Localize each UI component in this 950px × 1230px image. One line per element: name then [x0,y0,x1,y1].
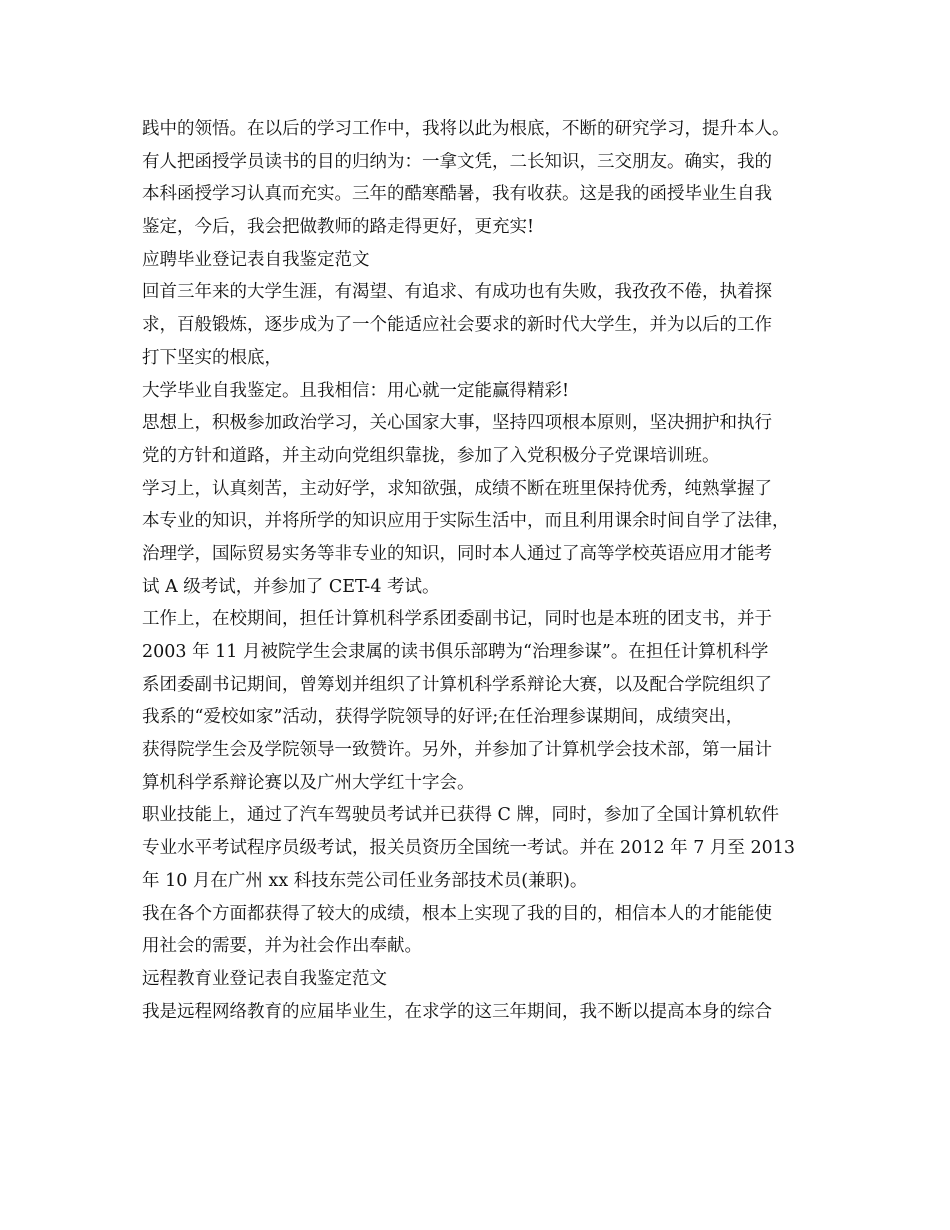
text-line: 我在各个方面都获得了较大的成绩，根本上实现了我的目的，相信本人的才能能使 [142,903,772,924]
text-line: 本科函授学习认真而充实。三年的酷寒酷暑，我有收获。这是我的函授毕业生自我 [142,184,772,205]
text-line: 专业水平考试程序员级考试，报关员资历全国统一考试。并在 2012 年 7 月至 2013 [142,838,796,859]
text-line: 本专业的知识，并将所学的知识应用于实际生活中，而且利用课余时间自学了法律， [142,511,790,532]
text-line: 我系的“爱校如家”活动，获得学院领导的好评;在任治理参谋期间，成绩突出， [142,707,744,728]
text-line: 系团委副书记期间，曾筹划并组织了计算机科学系辩论大赛，以及配合学院组织了 [142,674,772,695]
text-line: 践中的领悟。在以后的学习工作中，我将以此为根底，不断的研究学习，提升本人。 [142,119,790,139]
document-body [142,113,842,1028]
text-line: 学习上，认真刻苦，主动好学，求知欲强，成绩不断在班里保持优秀，纯熟掌握了 [142,478,772,499]
text-line: 求，百般锻炼，逐步成为了一个能适应社会要求的新时代大学生，并为以后的工作 [142,315,772,336]
text-line: 治理学，国际贸易实务等非专业的知识，同时本人通过了高等学校英语应用才能考 [142,543,772,564]
text-line: 党的方针和道路，并主动向党组织靠拢，参加了入党积极分子党课培训班。 [142,445,720,466]
text-line: 获得院学生会及学院领导一致赞许。另外，并参加了计算机学会技术部，第一届计 [142,740,772,761]
text-line: 我是远程网络教育的应届毕业生，在求学的这三年期间，我不断以提高本身的综合 [142,1001,772,1022]
text-line: 大学毕业自我鉴定。且我相信：用心就一定能赢得精彩! [142,380,570,401]
text-line: 回首三年来的大学生涯，有渴望、有追求、有成功也有失败，我孜孜不倦，执着探 [142,282,772,303]
text-line: 工作上，在校期间，担任计算机科学系团委副书记，同时也是本班的团支书，并于 [142,609,772,630]
text-line: 鉴定，今后，我会把做教师的路走得更好，更充实! [142,217,535,238]
text-line: 职业技能上，通过了汽车驾驶员考试并已获得 C 牌，同时，参加了全国计算机软件 [142,805,780,826]
text-line: 算机科学系辩论赛以及广州大学红十字会。 [142,772,475,793]
text-line: 用社会的需要，并为社会作出奉献。 [142,936,422,957]
text-line: 思想上，积极参加政治学习，关心国家大事，坚持四项根本原则，坚决拥护和执行 [142,413,772,434]
section-heading: 远程教育业登记表自我鉴定范文 [142,968,387,989]
section-heading: 应聘毕业登记表自我鉴定范文 [142,249,370,270]
text-line: 试 A 级考试，并参加了 CET-4 考试。 [142,576,440,597]
text-line: 打下坚实的根底， [142,347,282,368]
text-line: 年 10 月在广州 xx 科技东莞公司任业务部技术员(兼职)。 [142,870,588,891]
text-line: 2003 年 11 月被院学生会隶属的读书俱乐部聘为“治理参谋”。在担任计算机科学 [142,642,769,662]
text-line: 有人把函授学员读书的目的归纳为：一拿文凭，二长知识，三交朋友。确实，我的 [142,151,772,172]
